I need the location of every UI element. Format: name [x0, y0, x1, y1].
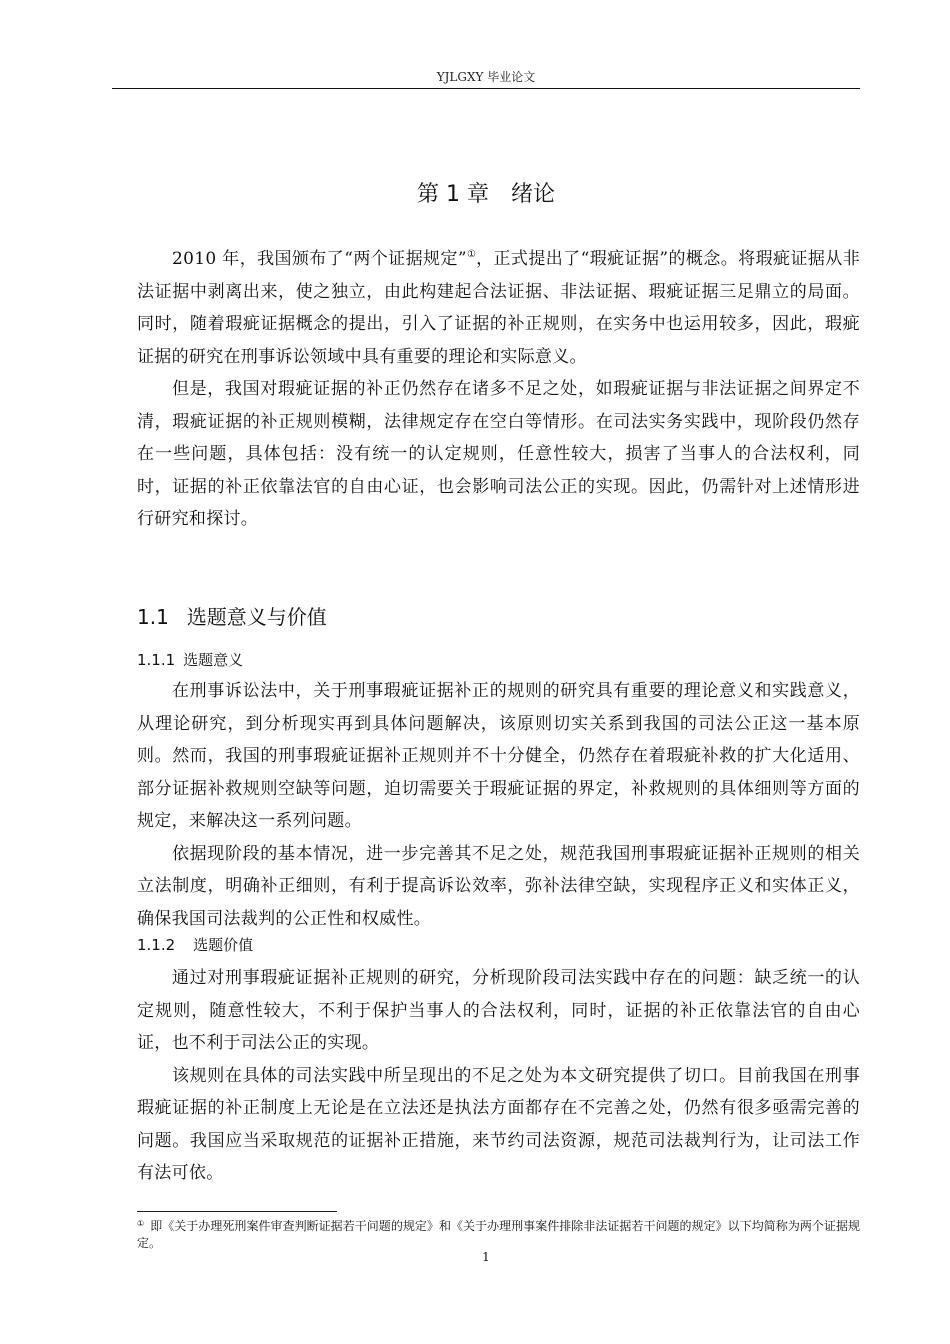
- section-number: 1.1: [137, 605, 169, 629]
- section-number: 1.1.2: [137, 936, 176, 954]
- section-1-1-2-body: [137, 962, 860, 1190]
- intro-section: [137, 243, 860, 536]
- paragraph: 该规则在具体的司法实践中所呈现出的不足之处为本文研究提供了切口。目前我国在刑事瑕疵证据的补正制度上无论是在立法还是执法方面都存在不完善之处，仍然有很多亟需完善的问题。我国应当采取规范的证据补正措施，来节约司法资源，规范司法裁判行为，让司法工作有法可依。: [137, 1065, 860, 1183]
- chapter-number: 第 1 章: [417, 182, 489, 207]
- section-title: 选题意义与价值: [186, 605, 327, 629]
- footnote-text: 即《关于办理死刑案件审查判断证据若干问题的规定》和《关于办理刑事案件排除非法证据若干问题的规定》以下均简称为两个证据规定。: [137, 1219, 860, 1250]
- section-title: 选题意义: [183, 651, 244, 669]
- paragraph: 在刑事诉讼法中，关于刑事瑕疵证据补正的规则的研究具有重要的理论意义和实践意义，从理论研究，到分析现实再到具体问题解决，该原则切实关系到我国的司法公正这一基本原则。然而，我国的刑事瑕疵证据补正规则并不十分健全，仍然存在着瑕疵补救的扩大化适用、部分证据补救规则空缺等问题，迫切需要关于瑕疵证据的界定，补救规则的具体细则等方面的规定，来解决这一系列问题。: [137, 681, 860, 831]
- paragraph: 通过对刑事瑕疵证据补正规则的研究，分析现阶段司法实践中存在的问题：缺乏统一的认定规则，随意性较大，不利于保护当事人的合法权利，同时，证据的补正依靠法官的自由心证，也不利于司法公正的实现。: [137, 968, 860, 1053]
- section-heading-1-1-2: [137, 932, 253, 958]
- running-header: YJLGXY 毕业论文: [436, 70, 536, 84]
- intro-paragraph-1: 2010 年，我国颁布了“两个证据规定”①，正式提出了“瑕疵证据”的概念。将瑕疵证据从非法证据中剥离出来，使之独立，由此构建起合法证据、非法证据、瑕疵证据三足鼎立的局面。同时，随着瑕疵证据概念的提出，引入了证据的补正规则，在实务中也运用较多，因此，瑕疵证据的研究在刑事诉讼领域中具有重要的理论和实际意义。: [137, 249, 861, 367]
- chapter-heading: [112, 178, 860, 212]
- page-number: 1: [482, 1250, 490, 1264]
- section-number: 1.1.1: [137, 651, 176, 669]
- footnote-mark: ①: [137, 1219, 145, 1228]
- section-heading-1-1: [137, 600, 327, 634]
- intro-paragraph-2: 但是，我国对瑕疵证据的补正仍然存在诸多不足之处，如瑕疵证据与非法证据之间界定不清，瑕疵证据的补正规则模糊，法律规定存在空白等情形。在司法实务实践中，现阶段仍然存在一些问题，具体包括：没有统一的认定规则，任意性较大，损害了当事人的合法权利，同时，证据的补正依靠法官的自由心证，也会影响司法公正的实现。因此，仍需针对上述情形进行研究和探讨。: [137, 379, 860, 529]
- section-heading-1-1-1: [137, 647, 243, 673]
- section-title: 选题价值: [193, 936, 254, 954]
- footnote-separator: [137, 1211, 337, 1212]
- footnote: [137, 1218, 860, 1252]
- section-1-1-1-body: [137, 675, 860, 935]
- paragraph: 依据现阶段的基本情况，进一步完善其不足之处，规范我国刑事瑕疵证据补正规则的相关立法制度，明确补正细则，有利于提高诉讼效率，弥补法律空缺，实现程序正义和实体正义，确保我国司法裁判的公正性和权威性。: [137, 843, 860, 929]
- header-rule: [112, 88, 860, 89]
- footnote-reference[interactable]: ①: [466, 249, 477, 260]
- chapter-title: 绪论: [510, 182, 555, 207]
